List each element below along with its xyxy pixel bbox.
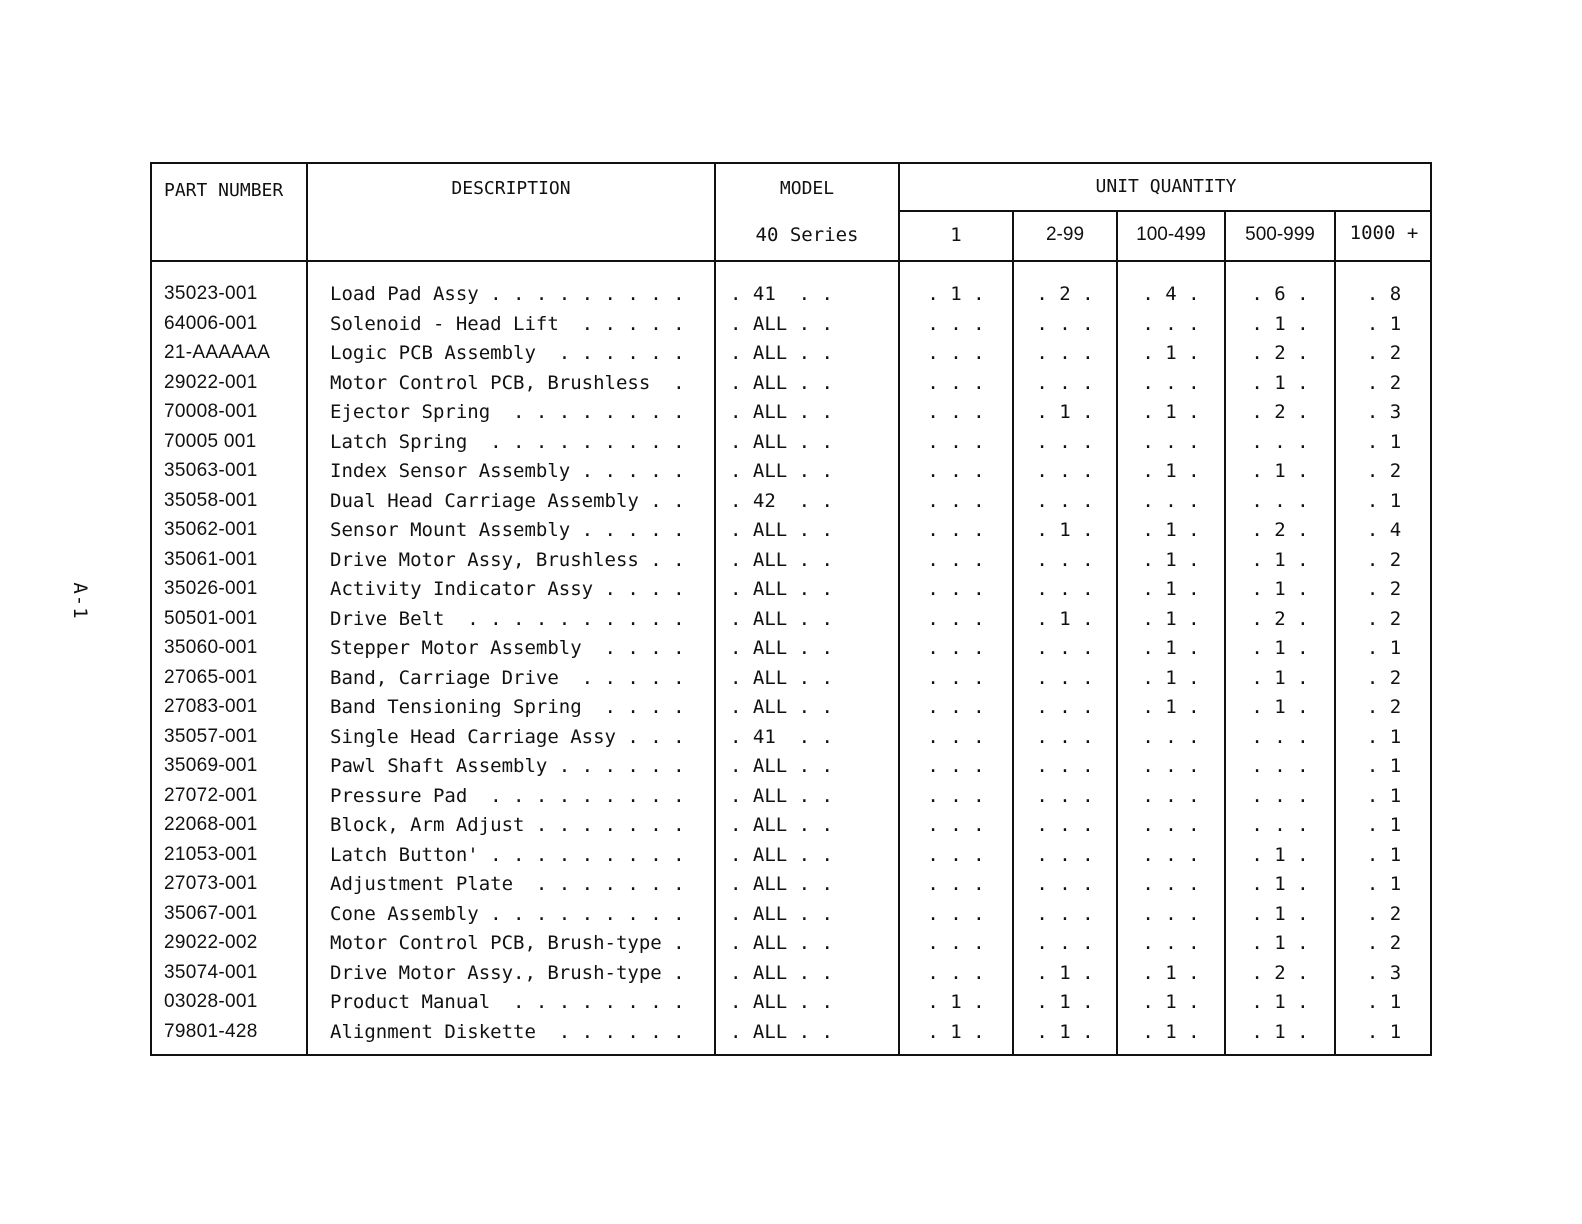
quantity-cell: . 1 . [1251, 843, 1309, 866]
table-row [152, 844, 1430, 874]
quantity-cell: . 1 . [1251, 902, 1309, 925]
quantity-cell: . 2 [1366, 371, 1402, 394]
quantity-cell: . 1 . [1036, 607, 1094, 630]
part-number-cell: 70005 001 [164, 430, 257, 452]
quantity-cell: . . . [927, 430, 985, 453]
model-cell: . ALL . . [730, 430, 833, 453]
table-row [152, 549, 1430, 579]
quantity-cell: . . . [1142, 755, 1200, 777]
quantity-cell: . 1 . [1251, 1020, 1309, 1043]
description-cell: Motor Control PCB, Brushless . [330, 371, 685, 394]
header-model: MODEL [779, 178, 835, 199]
part-number-cell: 64006-001 [164, 312, 258, 334]
quantity-cell: . 1 . [1142, 607, 1200, 630]
table-row [152, 372, 1430, 402]
model-cell: . ALL . . [730, 932, 833, 954]
quantity-cell: . . . [927, 932, 985, 954]
quantity-cell: . 1 . [1142, 666, 1200, 689]
quantity-cell: . . . [1036, 843, 1094, 866]
model-cell: . ALL . . [730, 607, 833, 630]
description-cell: Drive Belt . . . . . . . . . . [330, 607, 685, 630]
quantity-cell: . . . [1251, 489, 1309, 512]
part-number-cell: 35062-001 [164, 519, 258, 540]
table-row [152, 401, 1430, 431]
part-number-cell: 35058-001 [164, 489, 258, 511]
description-cell: Solenoid - Head Lift . . . . . [330, 312, 685, 335]
description-cell: Activity Indicator Assy . . . . [330, 578, 685, 600]
quantity-cell: . . . [1142, 902, 1200, 925]
header-qty-1000-plus: 1000 + [1349, 222, 1419, 244]
description-cell: Latch Spring . . . . . . . . . [330, 430, 685, 453]
quantity-cell: . 1 . [1251, 666, 1309, 689]
quantity-cell: . 1 . [1251, 578, 1309, 600]
quantity-cell: . . . [927, 755, 985, 777]
description-cell: Drive Motor Assy, Brushless . . [330, 548, 685, 571]
quantity-cell: . 1 . [1142, 637, 1200, 659]
table-row [152, 460, 1430, 490]
quantity-cell: . . . [1036, 578, 1094, 600]
quantity-cell: . . . [1036, 784, 1094, 807]
quantity-cell: . 8 [1366, 283, 1402, 305]
quantity-cell: . . . [1251, 430, 1309, 453]
table-row [152, 637, 1430, 667]
quantity-cell: . . . [927, 519, 985, 541]
quantity-cell: . 1 . [1251, 696, 1309, 718]
table-row [152, 726, 1430, 756]
description-cell: Adjustment Plate . . . . . . . [330, 873, 685, 895]
model-cell: . ALL . . [730, 784, 833, 807]
quantity-cell: . 2 . [1251, 342, 1309, 364]
table-row [152, 519, 1430, 549]
quantity-cell: . . . [1036, 814, 1094, 836]
quantity-cell: . 4 . [1142, 283, 1200, 305]
quantity-cell: . . . [927, 312, 985, 335]
description-cell: Cone Assembly . . . . . . . . . [330, 902, 685, 925]
quantity-cell: . 1 . [1036, 991, 1094, 1013]
description-cell: Band, Carriage Drive . . . . . [330, 666, 685, 689]
quantity-cell: . 1 [1366, 991, 1402, 1013]
description-cell: Sensor Mount Assembly . . . . . [330, 519, 685, 541]
quantity-cell: . . . [1142, 430, 1200, 453]
quantity-cell: . . . [1142, 814, 1200, 836]
quantity-cell: . . . [927, 342, 985, 364]
quantity-cell: . 1 . [1251, 371, 1309, 394]
quantity-cell: . . . [1142, 489, 1200, 512]
quantity-cell: . . . [927, 696, 985, 718]
quantity-cell: . . . [927, 637, 985, 659]
quantity-cell: . 2 . [1251, 961, 1309, 984]
quantity-cell: . . . [927, 666, 985, 689]
model-cell: . 41 . . [730, 283, 833, 305]
quantity-cell: . 1 . [1251, 637, 1309, 659]
table-row [152, 814, 1430, 844]
quantity-cell: . 1 [1366, 755, 1402, 777]
description-cell: Dual Head Carriage Assembly . . [330, 489, 685, 512]
quantity-cell: . . . [927, 401, 985, 423]
quantity-cell: . . . [927, 873, 985, 895]
quantity-cell: . 2 [1366, 342, 1402, 364]
model-cell: . ALL . . [730, 843, 833, 866]
table-row [152, 313, 1430, 343]
quantity-cell: . 1 . [1251, 460, 1309, 482]
table-row [152, 283, 1430, 313]
part-number-cell: 03028-001 [164, 991, 258, 1012]
quantity-cell: . . . [1036, 489, 1094, 512]
table-row [152, 1021, 1430, 1051]
quantity-cell: . 2 [1366, 460, 1402, 482]
quantity-cell: . . . [1142, 932, 1200, 954]
model-cell: . ALL . . [730, 460, 833, 482]
quantity-cell: . 1 [1366, 489, 1402, 512]
quantity-cell: . 2 [1366, 578, 1402, 600]
quantity-cell: . . . [1036, 932, 1094, 954]
quantity-cell: . 3 [1366, 401, 1402, 423]
quantity-cell: . 3 [1366, 961, 1402, 984]
quantity-cell: . 2 [1366, 666, 1402, 689]
table-row [152, 342, 1430, 372]
model-cell: . ALL . . [730, 342, 833, 364]
quantity-cell: . 1 . [1142, 519, 1200, 541]
quantity-cell: . 1 . [1036, 961, 1094, 984]
header-qty-100-499: 100-499 [1136, 224, 1206, 245]
quantity-cell: . 1 [1366, 814, 1402, 836]
description-cell: Drive Motor Assy., Brush-type . [330, 961, 685, 984]
model-cell: . ALL . . [730, 814, 833, 836]
quantity-cell: . 1 . [1251, 548, 1309, 571]
quantity-cell: . 1 . [1142, 460, 1200, 482]
model-cell: . ALL . . [730, 902, 833, 925]
quantity-cell: . . . [927, 814, 985, 836]
quantity-cell: . . . [1142, 725, 1200, 748]
description-cell: Pawl Shaft Assembly . . . . . . [330, 755, 685, 777]
quantity-cell: . 1 . [1142, 961, 1200, 984]
quantity-cell: . 2 . [1251, 519, 1309, 541]
quantity-cell: . 2 . [1251, 607, 1309, 630]
table-row [152, 431, 1430, 461]
quantity-cell: . 1 . [927, 1020, 985, 1043]
quantity-cell: . . . [927, 607, 985, 630]
table-row [152, 578, 1430, 608]
quantity-cell: . 1 . [1251, 312, 1309, 335]
quantity-cell: . 1 [1366, 784, 1402, 807]
quantity-cell: . . . [1142, 784, 1200, 807]
quantity-cell: . 1 [1366, 725, 1402, 748]
divider [152, 260, 1430, 262]
table-row [152, 696, 1430, 726]
model-cell: . ALL . . [730, 873, 833, 895]
part-number-cell: 35023-001 [164, 283, 258, 304]
quantity-cell: . . . [927, 460, 985, 482]
quantity-cell: . 1 . [1036, 519, 1094, 541]
part-number-cell: 22068-001 [164, 814, 258, 835]
header-description: DESCRIPTION [451, 178, 571, 199]
table-row [152, 991, 1430, 1021]
part-number-cell: 35063-001 [164, 460, 258, 481]
divider [898, 210, 1430, 212]
table-row [152, 962, 1430, 992]
header-unit-quantity: UNIT QUANTITY [1095, 176, 1237, 197]
part-number-cell: 35067-001 [164, 902, 258, 924]
quantity-cell: . 1 [1366, 430, 1402, 453]
quantity-cell: . . . [1142, 843, 1200, 866]
part-number-cell: 27083-001 [164, 696, 258, 717]
description-cell: Stepper Motor Assembly . . . . [330, 637, 685, 659]
model-cell: . ALL . . [730, 637, 833, 659]
quantity-cell: . 1 . [1251, 991, 1309, 1013]
part-number-cell: 21-AAAAAA [164, 342, 271, 363]
table-row [152, 932, 1430, 962]
quantity-cell: . 1 . [1251, 873, 1309, 895]
part-number-cell: 35026-001 [164, 578, 258, 599]
description-cell: Band Tensioning Spring . . . . [330, 696, 685, 718]
quantity-cell: . 1 . [1036, 1020, 1094, 1043]
header-qty-500-999: 500-999 [1245, 224, 1315, 245]
quantity-cell: . 1 . [1142, 991, 1200, 1013]
quantity-cell: . . . [1251, 814, 1309, 836]
quantity-cell: . 1 . [1142, 342, 1200, 364]
quantity-cell: . . . [1036, 460, 1094, 482]
part-number-cell: 70008-001 [164, 401, 258, 422]
quantity-cell: . . . [1251, 755, 1309, 777]
quantity-cell: . 2 . [1251, 401, 1309, 423]
quantity-cell: . . . [1036, 430, 1094, 453]
part-number-cell: 35060-001 [164, 637, 258, 658]
quantity-cell: . . . [927, 371, 985, 394]
quantity-cell: . 2 [1366, 548, 1402, 571]
quantity-cell: . 1 . [1251, 932, 1309, 954]
model-cell: . ALL . . [730, 578, 833, 600]
model-cell: . ALL . . [730, 1020, 833, 1043]
page-label: A-1 [69, 582, 91, 620]
quantity-cell: . . . [927, 548, 985, 571]
part-number-cell: 50501-001 [164, 607, 258, 629]
description-cell: Product Manual . . . . . . . . [330, 991, 685, 1013]
part-number-cell: 35074-001 [164, 961, 258, 983]
description-cell: Alignment Diskette . . . . . . [330, 1020, 685, 1043]
quantity-cell: . 6 . [1251, 283, 1309, 305]
part-number-cell: 21053-001 [164, 843, 258, 865]
quantity-cell: . 2 [1366, 902, 1402, 925]
quantity-cell: . 1 [1366, 843, 1402, 866]
quantity-cell: . 1 . [927, 991, 985, 1013]
quantity-cell: . 1 . [1142, 548, 1200, 571]
part-number-cell: 35057-001 [164, 725, 258, 747]
header-qty-2-99: 2-99 [1045, 224, 1085, 245]
table-row [152, 903, 1430, 933]
quantity-cell: . . . [1036, 312, 1094, 335]
table-row [152, 608, 1430, 638]
part-number-cell: 35061-001 [164, 548, 258, 570]
parts-table [150, 162, 1432, 1056]
quantity-cell: . . . [927, 961, 985, 984]
table-row [152, 755, 1430, 785]
quantity-cell: . . . [1036, 873, 1094, 895]
quantity-cell: . . . [927, 578, 985, 600]
description-cell: Block, Arm Adjust . . . . . . . [330, 814, 685, 836]
quantity-cell: . 2 [1366, 696, 1402, 718]
description-cell: Motor Control PCB, Brush-type . [330, 932, 685, 954]
quantity-cell: . 1 [1366, 873, 1402, 895]
quantity-cell: . 2 [1366, 932, 1402, 954]
part-number-cell: 29022-002 [164, 932, 258, 953]
quantity-cell: . . . [1142, 371, 1200, 394]
quantity-cell: . . . [1251, 725, 1309, 748]
quantity-cell: . . . [1036, 342, 1094, 364]
part-number-cell: 27073-001 [164, 873, 258, 894]
part-number-cell: 27072-001 [164, 784, 258, 806]
description-cell: Index Sensor Assembly . . . . . [330, 460, 685, 482]
quantity-cell: . 2 . [1036, 283, 1094, 305]
table-row [152, 667, 1430, 697]
model-cell: . ALL . . [730, 991, 833, 1013]
quantity-cell: . 1 . [1142, 1020, 1200, 1043]
quantity-cell: . . . [927, 489, 985, 512]
quantity-cell: . . . [927, 843, 985, 866]
part-number-cell: 79801-428 [164, 1020, 258, 1042]
model-cell: . ALL . . [730, 519, 833, 541]
description-cell: Single Head Carriage Assy . . . [330, 725, 685, 748]
model-cell: . ALL . . [730, 312, 833, 335]
quantity-cell: . 1 [1366, 637, 1402, 659]
quantity-cell: . . . [1036, 548, 1094, 571]
model-cell: . ALL . . [730, 961, 833, 984]
table-row [152, 785, 1430, 815]
model-cell: . ALL . . [730, 666, 833, 689]
quantity-cell: . 1 [1366, 312, 1402, 335]
quantity-cell: . 1 . [927, 283, 985, 305]
description-cell: Pressure Pad . . . . . . . . . [330, 784, 685, 807]
description-cell: Latch Button' . . . . . . . . . [330, 843, 685, 866]
quantity-cell: . . . [1036, 755, 1094, 777]
quantity-cell: . . . [1036, 371, 1094, 394]
quantity-cell: . . . [1251, 784, 1309, 807]
quantity-cell: . 1 . [1036, 401, 1094, 423]
quantity-cell: . 1 . [1142, 696, 1200, 718]
model-cell: . ALL . . [730, 696, 833, 718]
quantity-cell: . . . [927, 902, 985, 925]
model-cell: . ALL . . [730, 755, 833, 777]
model-cell: . 41 . . [730, 725, 833, 748]
description-cell: Logic PCB Assembly . . . . . . [330, 342, 685, 364]
quantity-cell: . . . [1036, 666, 1094, 689]
part-number-cell: 27065-001 [164, 666, 258, 688]
header-part-number: PART NUMBER [164, 180, 284, 201]
quantity-cell: . 1 . [1142, 578, 1200, 600]
quantity-cell: . . . [1036, 637, 1094, 659]
header-qty-1: 1 [950, 224, 962, 246]
model-cell: . ALL . . [730, 548, 833, 571]
description-cell: Ejector Spring . . . . . . . . [330, 401, 685, 423]
quantity-cell: . 1 [1366, 1020, 1402, 1043]
model-cell: . 42 . . [730, 489, 833, 512]
model-cell: . ALL . . [730, 401, 833, 423]
table-row [152, 490, 1430, 520]
part-number-cell: 35069-001 [164, 755, 258, 776]
header-model-series: 40 Series [755, 224, 859, 246]
quantity-cell: . . . [1036, 696, 1094, 718]
quantity-cell: . . . [927, 725, 985, 748]
quantity-cell: . . . [1036, 902, 1094, 925]
quantity-cell: . 2 [1366, 607, 1402, 630]
description-cell: Load Pad Assy . . . . . . . . . [330, 283, 685, 305]
quantity-cell: . . . [1142, 312, 1200, 335]
model-cell: . ALL . . [730, 371, 833, 394]
quantity-cell: . . . [1036, 725, 1094, 748]
table-row [152, 873, 1430, 903]
part-number-cell: 29022-001 [164, 371, 258, 393]
quantity-cell: . . . [1142, 873, 1200, 895]
quantity-cell: . . . [927, 784, 985, 807]
quantity-cell: . 1 . [1142, 401, 1200, 423]
quantity-cell: . 4 [1366, 519, 1402, 541]
